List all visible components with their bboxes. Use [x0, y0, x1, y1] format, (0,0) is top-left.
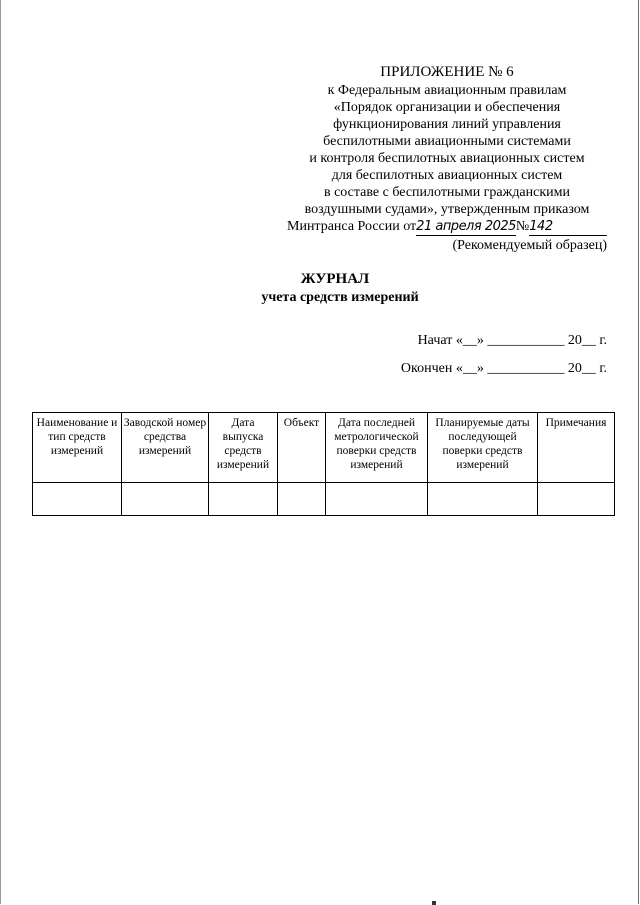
recommended-sample-note: (Рекомендуемый образец)	[452, 238, 607, 253]
measurement-instruments-table	[32, 412, 615, 516]
table-cell	[278, 483, 326, 516]
journal-title: ЖУРНАЛ	[300, 271, 370, 287]
appendix-line: воздушными судами», утвержденным приказом	[304, 202, 590, 217]
dates-block	[401, 333, 607, 378]
appendix-block	[287, 64, 607, 236]
journal-subtitle: учета средств измерений	[261, 290, 419, 305]
table-cell	[538, 483, 615, 516]
table-cell	[428, 483, 538, 516]
finished-date-line: Окончен «__» ___________ 20__ г.	[400, 361, 607, 376]
order-reference	[287, 218, 607, 236]
table-cell	[33, 483, 122, 516]
started-date-line: Начат «__» ___________ 20__ г.	[417, 333, 607, 348]
order-prefix: Минтранса России от	[287, 219, 417, 234]
header-object: Объект	[278, 413, 326, 483]
order-date-handwritten: 21 апреля 2025	[416, 219, 516, 234]
header-planned-verification: Планируемые даты последующей поверки средств измерений	[428, 413, 538, 483]
scan-mark	[432, 901, 436, 905]
appendix-line: и контроля беспилотных авиационных систем	[309, 151, 585, 166]
table-cell	[326, 483, 428, 516]
journal-heading	[0, 270, 640, 306]
header-last-verification: Дата последней метрологической поверки средств измерений	[326, 413, 428, 483]
order-number-label: №	[515, 219, 530, 234]
appendix-line: в составе с беспилотными гражданскими	[323, 185, 571, 200]
table-header-row	[33, 413, 615, 483]
appendix-line: функционирования линий управления	[333, 117, 561, 132]
table-cell	[122, 483, 209, 516]
appendix-title: ПРИЛОЖЕНИЕ № 6	[380, 64, 514, 80]
header-issue-date: Дата выпуска средств измерений	[209, 413, 278, 483]
order-number-handwritten: 142	[529, 218, 607, 236]
header-name-type: Наименование и тип средств измерений	[33, 413, 122, 483]
table-cell	[209, 483, 278, 516]
appendix-line: беспилотными авиационными системами	[323, 134, 571, 149]
appendix-line: к Федеральным авиационным правилам	[327, 83, 567, 98]
header-notes: Примечания	[538, 413, 615, 483]
appendix-line: «Порядок организации и обеспечения	[333, 100, 561, 115]
table-row	[33, 483, 615, 516]
appendix-line: для беспилотных авиационных систем	[331, 168, 563, 183]
header-serial-number: Заводской номер средства измерений	[122, 413, 209, 483]
